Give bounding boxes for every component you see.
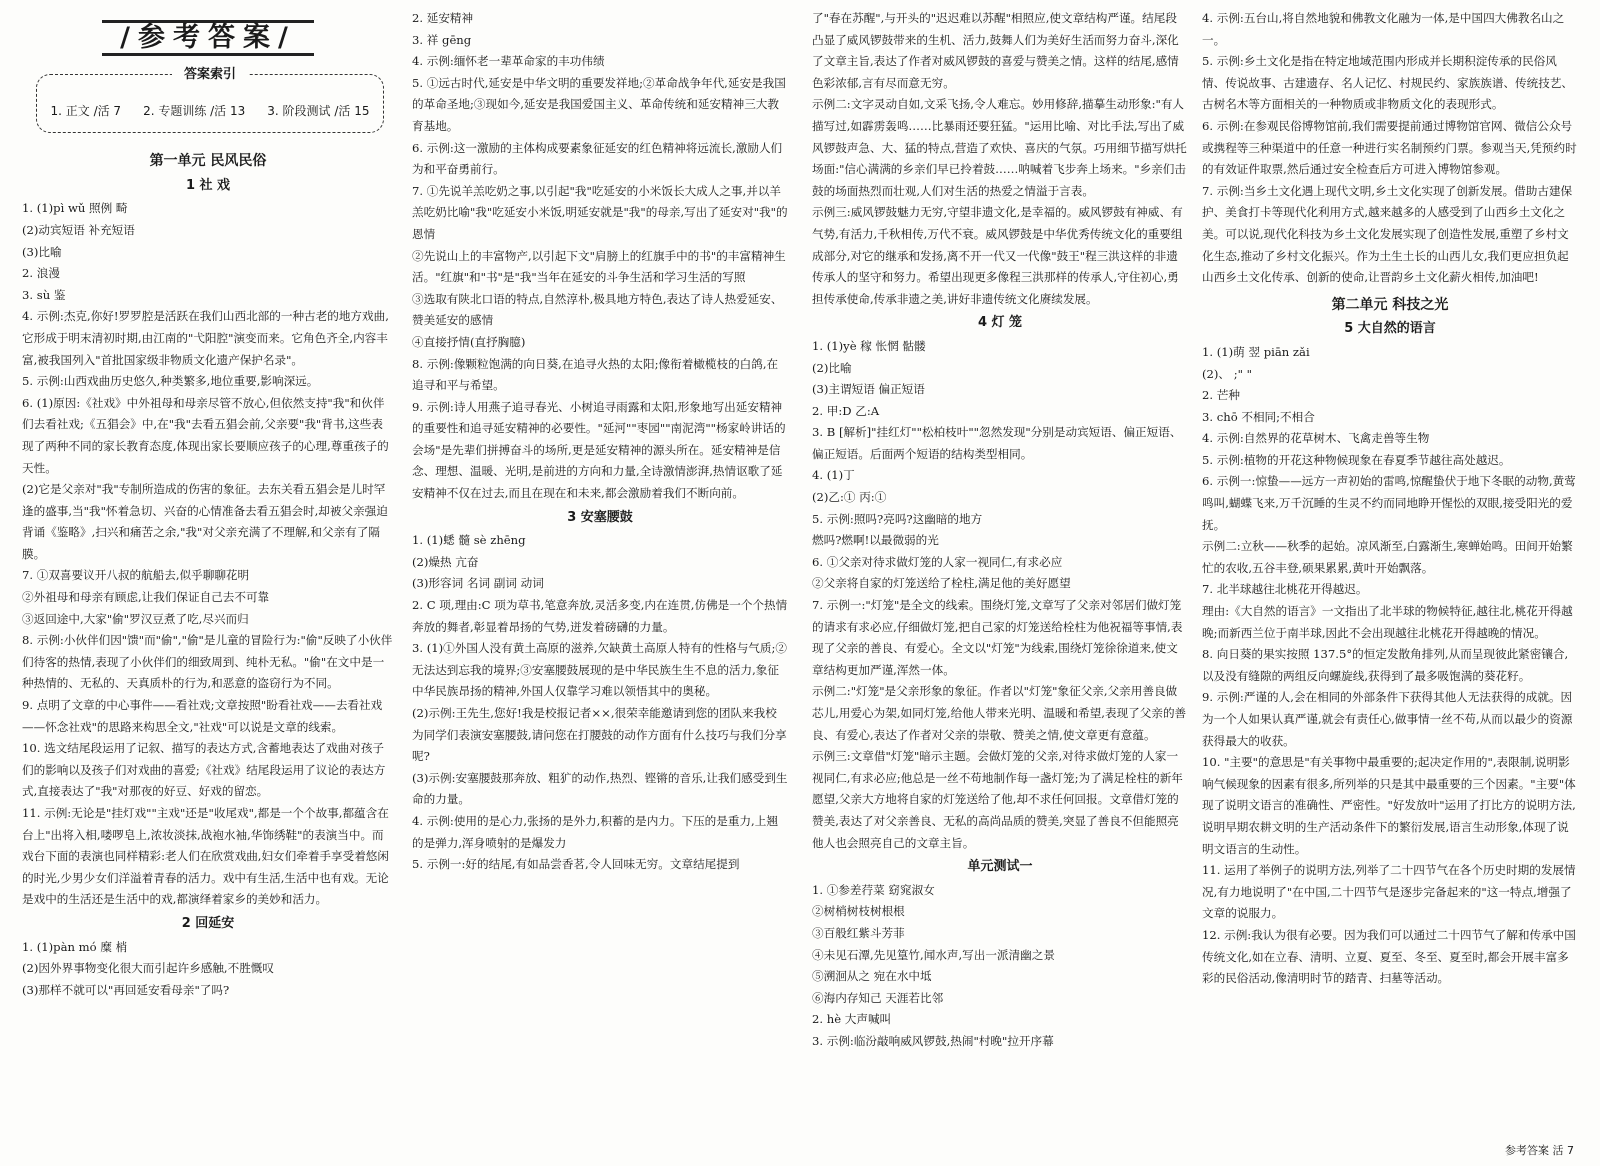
answer-line: ②父亲将自家的灯笼送给了栓柱,满足他的美好愿望	[812, 576, 1071, 591]
answer-line: 7. ①双喜要议开八叔的航船去,似乎聊聊花明	[22, 568, 250, 583]
answer-line: 1. (1)蟋 髓 sè zhēng	[412, 533, 526, 548]
answer-list	[812, 880, 1188, 1053]
answer-line: 4. 示例:缅怀老一辈革命家的丰功伟绩	[412, 54, 605, 69]
answer-line: (2)因外界事物变化很大而引起许乡感触,不胜慨叹	[22, 961, 274, 976]
answer-line: 10. "主要"的意思是"有关事物中最重要的;起决定作用的",表限制,说明影响气候现象的因素有很多,所列举的只是其中最重要的三个因素。"主要"体现了说明文语言的准确性、严密性。"好发放叶"运用了打比方的说明方法,说明早期农耕文明的生产活动条件下的繁衍发展,语言生动形象,体现了说明文语言的生动性。	[1202, 755, 1576, 856]
answer-list	[22, 937, 394, 1002]
answer-line: 3. (1)①外国人没有黄土高原的滋养,欠缺黄土高原人特有的性格与气质;②无法达到忘我的境界;③安塞腰鼓展现的是中华民族生生不息的活力,象征中华民族昂扬的精神,外国人仅靠学习难以领悟其中的奥秘。	[412, 641, 787, 699]
answer-line: 5. 示例:照吗?亮吗?这幽暗的地方	[812, 511, 983, 526]
answer-line: (3)那样不就可以"再回延安看母亲"了吗?	[22, 982, 230, 997]
answer-line: 7. 示例:当乡土文化遇上现代文明,乡土文化实现了创新发展。借助古建保护、美食打卡等现代化利用方式,越来越多的人感受到了山西乡土文化之美。可以说,现代化科技为乡土文化发展实现了创造性发展,重塑了乡村文化生态,推动了乡村文化振兴。作为土生土长的山西儿女,我们更应担负起山西乡土文化传承、创新的使命,让晋韵乡土文化薪火相传,加油吧!	[1202, 183, 1573, 285]
answer-list	[1202, 342, 1578, 990]
answer-line: 1. (1)pàn mó 糜 梢	[22, 939, 128, 954]
answer-line: 7. 示例一:"灯笼"是全文的线索。围绕灯笼,文章写了父亲对邻居们做灯笼的请求有求必应,仔细做灯笼,把自己家的灯笼送给栓柱为他祝福等事情,表现了父亲的善良、有爱心。全文以"灯笼"为线索,围绕灯笼徐徐道来,使文章结构更加严谨,浑然一体。	[812, 598, 1183, 677]
column-1	[22, 20, 394, 1001]
answer-line: 5. 示例一:好的结尾,有如品尝香茗,令人回味无穷。文章结尾提到	[412, 857, 740, 872]
answer-list	[812, 336, 1188, 854]
answer-line: 2. 芒种	[1202, 388, 1240, 403]
answer-line: 8. 示例:像颗粒饱满的向日葵,在追寻火热的太阳;像衔着橄榄枝的白鸽,在追寻和平与希望。	[412, 356, 779, 393]
answer-line: 3. sù 鉴	[22, 287, 66, 302]
answer-line: (3)主谓短语 偏正短语	[812, 382, 925, 397]
answer-line: ②先说山上的丰富物产,以引起下文"肩膀上的红旗手中的书"的丰富精神生活。"红旗"和"书"是"我"当年在延安的斗争生活和学习生活的写照	[412, 248, 786, 285]
answer-line: 5. ①远古时代,延安是中华文明的重要发祥地;②革命战争年代,延安是我国的革命圣地;③现如今,延安是我国爱国主义、革命传统和延安精神三大教育基地。	[412, 75, 786, 133]
answer-line: 3. chō 不相同;不相合	[1202, 409, 1315, 424]
lesson-title: 2 回延安	[181, 915, 235, 931]
lesson-title: 4 灯 笼	[977, 315, 1023, 331]
answer-line: 5. 示例:乡土文化是指在特定地域范围内形成并长期积淀传承的民俗风情、传说故事、古建遗存、名人记忆、村规民约、家族族谱、传统技艺、古树名木等方面相关的一种物质或非物质文化的表现形式。	[1202, 54, 1574, 112]
answer-line: (2)它是父亲对"我"专制所造成的伤害的象征。去东关看五猖会是儿时罕逢的盛事,当"我"怀着急切、兴奋的心情准备去看五猖会时,却被父亲强迫背诵《鉴略》,扫兴和痛苦之余,"我"对父亲充满了不理解,和父亲有了隔膜。	[22, 482, 388, 561]
lesson-title: 3 安塞腰鼓	[567, 509, 633, 525]
answer-line: ⑤溯洄从之 宛在水中坻	[812, 969, 932, 984]
answer-line: ⑥海内存知己 天涯若比邻	[812, 990, 944, 1005]
answer-line: 1. (1)yè 稼 怅惘 骷髅	[812, 338, 926, 353]
answer-line: (2)动宾短语 补充短语	[22, 222, 135, 237]
unit-title: 第二单元 科技之光	[1331, 296, 1449, 313]
answer-line: 11. 示例:无论是"挂灯戏""主戏"还是"收尾戏",都是一个个故事,都蕴含在台上"出将入相,喽啰皂上,浓妆淡抹,战袍水袖,华饰绣鞋"的表演当中。而戏台下面的表演也同样精彩:老人们在欣赏戏曲,妇女们牵着手享受着悠闲的时光,少男少女们洋溢着青春的活力。戏中有生活,生活中也有戏。无论是戏中的生活还是生活中的戏,都演绎着家乡的美妙和活力。	[22, 806, 390, 907]
answer-line: ②树梢树枝树根根	[812, 904, 905, 919]
answer-line: 9. 点明了文章的中心事件——看社戏;文章按照"盼看社戏——去看社戏——怀念社戏"的思路来构思全文,"社戏"可以说是文章的线索。	[22, 698, 383, 734]
answer-line: 2. hè 大声喊叫	[812, 1012, 892, 1027]
answer-index-box	[36, 66, 384, 134]
answer-line: 3. B [解析]"挂红灯""松柏枝叶""忽然发现"分别是动宾短语、偏正短语、偏正短语。后面两个短语的结构类型相同。	[812, 425, 1182, 461]
page-title: /参考答案/	[102, 20, 314, 56]
answer-line: 2. 延安精神	[412, 11, 474, 25]
answer-index-item: 3. 阶段测试 /活 15	[267, 103, 370, 118]
answer-index-item: 2. 专题训练 /活 13	[143, 103, 246, 118]
answer-index-item: 1. 正文 /活 7	[50, 103, 122, 118]
answer-line: 示例三:文章借"灯笼"暗示主题。会做灯笼的父亲,对待求做灯笼的人家一视同仁,有求必应;他总是一丝不苟地制作每一盏灯笼;为了满足栓柱的新年愿望,父亲大方地将自家的灯笼送给了他,却不求任何回报。文章借灯笼的赞美,表达了对父亲善良、无私的高尚品质的赞美,突显了善良不但能照亮他人也会照亮自己的文章主旨。	[812, 749, 1183, 850]
answer-line: (2)燥热 亢奋	[412, 554, 479, 569]
answer-list	[1202, 8, 1578, 289]
answer-line: (3)比喻	[22, 244, 62, 259]
answer-line: 2. C 项,理由:C 项为草书,笔意奔放,灵活多变,内在连贯,仿佛是一个个热情奔放的舞者,彰显着昂扬的气势,迸发着磅礴的力量。	[412, 598, 788, 634]
column-4	[1202, 8, 1578, 990]
answer-line: ④未见石潭,先见篁竹,闻水声,写出一派清幽之景	[812, 947, 1055, 962]
answer-line: 4. 示例:五台山,将自然地貌和佛教文化融为一体,是中国四大佛教名山之一。	[1202, 11, 1565, 47]
answer-line: 4. 示例:使用的是心力,张扬的是外力,积蓄的是内力。下压的是重力,上翘的是弹力,浑身喷射的是爆发力	[412, 813, 778, 850]
column-2	[412, 8, 788, 876]
answer-line: 9. 示例:诗人用燕子追寻春光、小树追寻雨露和太阳,形象地写出延安精神的重要性和追寻延安精神的必要性。"延河""枣园""南泥湾""杨家岭讲话的会场"是先辈们拼搏奋斗的场所,更是延安精神的源头所在。延安精神是信念、理想、温暖、光明,是前进的方向和力量,全诗激情澎湃,热情讴歌了延安精神不仅在过去,而且在现在和未来,都会激励着我们不断向前。	[412, 399, 786, 501]
page-footer: 参考答案 活 7	[1505, 1144, 1574, 1157]
answer-line: 理由:《大自然的语言》一文指出了北半球的物候特征,越往北,桃花开得越晚;而新西兰位于南半球,因此不会出现越往北桃花开得越晚的情况。	[1202, 604, 1573, 640]
answer-line: 2. 甲:D 乙:A	[812, 403, 880, 418]
answer-list	[22, 198, 394, 911]
answer-line: 1. (1)pì wǔ 照例 畸	[22, 201, 128, 216]
answer-line: (2)比喻	[812, 360, 852, 375]
answer-line: 8. 向日葵的果实按照 137.5°的恒定发散角排列,从而呈现彼此紧密镶合,以及没有缝隙的两组反向螺旋线,获得到了最多吸饱满的葵花籽。	[1202, 647, 1569, 683]
answer-list	[412, 8, 788, 505]
answer-line: (2)、 ;" "	[1202, 366, 1252, 381]
answer-line: 4. 示例:自然界的花草树木、飞禽走兽等生物	[1202, 431, 1430, 446]
answer-line: 1. (1)萌 翌 piān zǎi	[1202, 344, 1310, 359]
answer-line: (3)形容词 名词 副词 动词	[412, 576, 544, 591]
answer-line: ③返回途中,大家"偷"罗汉豆煮了吃,尽兴而归	[22, 611, 249, 626]
answer-line: (2)乙:① 丙:①	[812, 490, 887, 505]
page-header	[22, 20, 394, 56]
answer-line: ②外祖母和母亲有顾虑,让我们保证自己去不可靠	[22, 590, 270, 605]
answer-line: 燃吗?燃啊!以最微弱的光	[812, 533, 939, 548]
answer-line: 6. (1)原因:《社戏》中外祖母和母亲尽管不放心,但依然支持"我"和伙伴们去看社戏;《五猖会》中,在"我"去看五猖会前,父亲要"我"背书,这些表现了两种不同的家长教育态度,体现出家长要顺应孩子的心理,尊重孩子的天性。	[22, 395, 389, 475]
column-3	[812, 8, 1188, 1053]
answer-line: 6. 示例:在参观民俗博物馆前,我们需要提前通过博物馆官网、微信公众号或携程等三种渠道中的任意一种进行实名制预约门票。参观当天,凭预约时的有效证件取票,然后通过安全检查后方可进入博物馆参观。	[1202, 118, 1577, 177]
answer-line: 8. 示例:小伙伴们因"馈"而"偷","偷"是儿童的冒险行为:"偷"反映了小伙伴们待客的热情,表现了小伙伴们的细致周到、纯朴无私。"偷"在文中是一种热情的、无私的、天真质朴的行为,和恶意的盗窃行为不同。	[22, 633, 393, 691]
answer-line: 3. 示例:临汾敲响威风锣鼓,热闹"村晚"拉开序幕	[812, 1033, 1054, 1048]
unit-test-title: 单元测试一	[967, 859, 1033, 875]
answer-line: 5. 示例:山西戏曲历史悠久,种类繁多,地位重要,影响深远。	[22, 374, 319, 389]
answer-line: 1. ①参差荇菜 窈窕淑女	[812, 882, 935, 897]
answer-line: (3)示例:安塞腰鼓那奔放、粗犷的动作,热烈、铿锵的音乐,让我们感受到生命的力量。	[412, 770, 788, 807]
answer-line: 4. (1)丁	[812, 468, 855, 483]
answer-line: 示例二:文字灵动自如,文采飞扬,令人难忘。妙用修辞,描摹生动形象:"有人描写过,如霹雳轰鸣……比暴雨还要狂猛。"运用比喻、对比手法,写出了威风锣鼓声急、大、猛的特点,营造了欢快、喜庆的气氛。巧用细节描写烘托场面:"信心满满的乡亲们早已拎着鼓……呐喊着飞步奔上场来。"乡亲们击鼓的场面热烈而壮观,人们对生活的热爱之情溢于言表。	[812, 97, 1187, 198]
answer-line: 12. 示例:我认为很有必要。因为我们可以通过二十四节气了解和传承中国传统文化,如在立春、清明、立夏、夏至、冬至、夏至时,都会开展丰富多彩的民俗活动,像清明时节的踏青、扫墓等活动。	[1202, 927, 1576, 986]
lesson-title: 1 社 戏	[185, 177, 231, 193]
answer-line: ③百般红紫斗芳菲	[812, 925, 905, 940]
answer-line: 6. ①父亲对待求做灯笼的人家一视同仁,有求必应	[812, 554, 1063, 569]
answer-line: 7. 北半球越往北桃花开得越迟。	[1202, 582, 1368, 597]
answer-index-items	[47, 101, 373, 123]
answer-line: 4. 示例:杰克,你好!罗罗腔是活跃在我们山西北部的一种古老的地方戏曲,它形成于明末清初时期,由江南的"弋阳腔"演变而来。它角色齐全,内容丰富,被我国列入"首批国家级非物质文化遗产保护名录"。	[22, 309, 389, 367]
answer-line: 11. 运用了举例子的说明方法,列举了二十四节气在各个历史时期的发展情况,有力地说明了"在中国,二十四节气是逐步完备起来的"这一特点,增强了文章的说服力。	[1202, 863, 1576, 921]
answer-line: 6. 示例:这一激励的主体构成要素象征延安的红色精神将远流长,激励人们为和平奋勇前行。	[412, 140, 783, 177]
answer-list	[812, 8, 1188, 310]
answer-line: ③选取有陕北口语的特点,自然淳朴,极具地方特色,表达了诗人热爱延安、赞美延安的感情	[412, 291, 783, 328]
lesson-title: 5 大自然的语言	[1344, 321, 1436, 337]
answer-line: 3. 祥 gēng	[412, 32, 472, 47]
answer-line: 5. 示例:植物的开花这种物候现象在春夏季节越往高处越迟。	[1202, 452, 1511, 467]
answer-line: 示例二:"灯笼"是父亲形象的象征。作者以"灯笼"象征父亲,父亲用善良做芯儿,用爱心为架,如同灯笼,给他人带来光明、温暖和希望,表现了父亲的善良、有爱心,表达了作者对父亲的崇敬、赞美之情,使文章更有意蕴。	[812, 684, 1187, 742]
answer-list	[412, 530, 788, 876]
answer-line: 7. ①先说羊羔吃奶之事,以引起"我"吃延安的小米饭长大成人之事,并以羊羔吃奶比喻"我"吃延安小米饭,明延安就是"我"的母亲,写出了延安对"我"的恩情	[412, 183, 788, 241]
answer-line: 2. 浪漫	[22, 266, 60, 281]
answer-line: (2)示例:王先生,您好!我是校报记者××,很荣幸能邀请到您的团队来我校为同学们表演安塞腰鼓,请问您在打腰鼓的动作方面有什么技巧与我们分享呢?	[412, 706, 787, 764]
answer-line: 了"春在苏醒",与开头的"迟迟难以苏醒"相照应,使文章结构严谨。结尾段凸显了威风锣鼓带来的生机、活力,鼓舞人们为美好生活而努力奋斗,深化了文章主旨,表达了作者对威风锣鼓的喜爱与赞美之情。这样的结尾,感情色彩浓郁,言有尽而意无穷。	[812, 11, 1179, 90]
unit-title: 第一单元 民风民俗	[149, 153, 267, 170]
answer-line: 示例三:威风锣鼓魅力无穷,守望非遗文化,是幸福的。威风锣鼓有神威、有气势,有活力,千秋相传,万代不衰。威风锣鼓是中华优秀传统文化的重要组成部分,对它的继承和发扬,离不开一代又一代像"鼓王"程三洪这样的非遗传承人的坚守和努力。希望出现更多像程三洪那样的传承人,守住初心,勇担传承使命,传承非遗之美,讲好非遗传统文化赓续发展。	[812, 205, 1183, 306]
answer-line: 示例二:立秋——秋季的起始。凉风渐至,白露渐生,寒蝉始鸣。田间开始繁忙的农收,五谷丰登,硕果累累,黄叶开始飘落。	[1202, 539, 1573, 575]
answer-line: 9. 示例:严谨的人,会在相同的外部条件下获得其他人无法获得的成就。因为一个人如果认真严谨,就会有责任心,做事情一丝不苟,从而以最少的资源获得最大的收获。	[1202, 690, 1573, 748]
answer-index-title: 答案索引	[172, 64, 248, 86]
answer-line: 6. 示例一:惊蛰——远方一声初始的雷鸣,惊醒蛰伏于地下冬眠的动物,黄莺鸣叫,蝴蝶飞来,万千沉睡的生灵不约而同地睁开惺忪的双眼,接受阳光的爱抚。	[1202, 474, 1576, 532]
answer-line: 10. 选文结尾段运用了记叙、描写的表达方式,含蓄地表达了戏曲对孩子们的影响以及孩子们对戏曲的喜爱;《社戏》结尾段运用了议论的表达方式,直接表达了"我"对那夜的好豆、好戏的留恋。	[22, 741, 386, 799]
answer-line: ④直接抒情(直抒胸臆)	[412, 334, 526, 349]
